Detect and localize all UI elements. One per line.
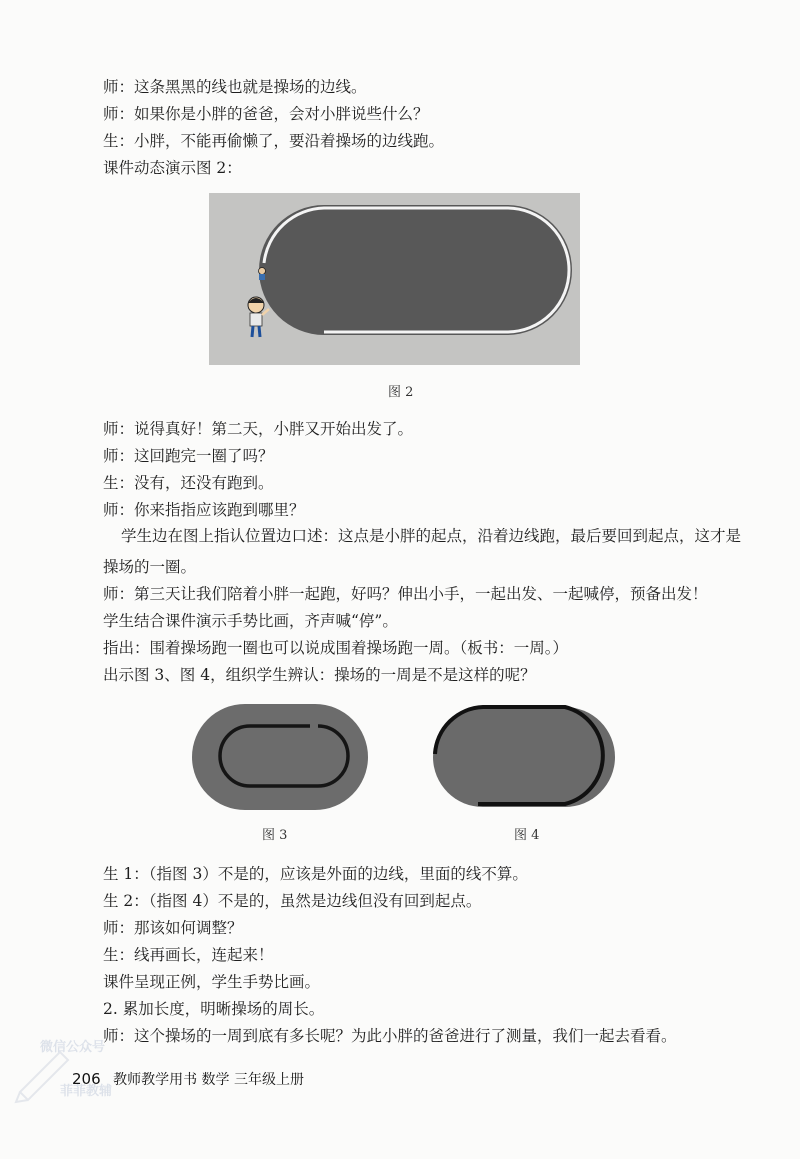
text-line: 师：这回跑完一圈了吗？ xyxy=(103,447,274,465)
text-line: 出示图 3、图 4，组织学生辨认：操场的一周是不是这样的呢？ xyxy=(103,666,536,684)
text-line: 师：这条黑黑的线也就是操场的边线。 xyxy=(103,78,367,96)
text-line: 生：小胖，不能再偷懒了，要沿着操场的边线跑。 xyxy=(103,132,445,150)
page-footer xyxy=(72,1069,304,1089)
text-line: 师：你来指指应该跑到哪里？ xyxy=(103,501,305,519)
boy-figure-icon xyxy=(248,297,269,337)
boy-small-icon xyxy=(259,268,266,281)
text-line: 师：第三天让我们陪着小胖一起跑，好吗？伸出小手，一起出发、一起喊停，预备出发！ xyxy=(103,585,708,603)
watermark-line-1: 微信公众号 xyxy=(40,1040,106,1055)
text-line: 生 2：（指图 4）不是的，虽然是边线但没有回到起点。 xyxy=(103,892,482,910)
figure-4-caption: 图 4 xyxy=(514,828,540,843)
track-field xyxy=(259,205,572,335)
watermark-line-2: 菲菲教辅 xyxy=(60,1084,113,1099)
text-line: 学生结合课件演示手势比画，齐声喊“停”。 xyxy=(103,612,398,630)
text-line: 师：如果你是小胖的爸爸，会对小胖说些什么？ xyxy=(103,105,429,123)
text-line: 师：说得真好！第二天，小胖又开始出发了。 xyxy=(103,420,414,438)
text-line: 2. 累加长度，明晰操场的周长。 xyxy=(103,1000,325,1018)
text-line: 生：线再画长，连起来！ xyxy=(103,946,274,964)
track-illustration xyxy=(209,193,580,365)
figure-4 xyxy=(430,702,620,812)
text-line: 生：没有，还没有跑到。 xyxy=(103,474,274,492)
text-line: 师：那该如何调整？ xyxy=(103,919,243,937)
figure-2 xyxy=(209,193,580,365)
text-line: 课件动态演示图 2： xyxy=(103,159,242,177)
text-line: 指出：围着操场跑一圈也可以说成围着操场跑一周。（板书：一周。） xyxy=(103,639,569,657)
paragraph: 学生边在图上指认位置边口述：这点是小胖的起点，沿着边线跑，最后要回到起点，这才是操场的一圈。 xyxy=(103,527,742,576)
text-line: 课件呈现正例，学生手势比画。 xyxy=(103,973,321,991)
figure-3-caption: 图 3 xyxy=(262,828,288,843)
text-line: 师：这个操场的一周到底有多长呢？为此小胖的爸爸进行了测量，我们一起去看看。 xyxy=(103,1027,677,1045)
page-number: 206 xyxy=(72,1070,101,1088)
book-title: 教师教学用书 数学 三年级上册 xyxy=(113,1072,304,1088)
figure-2-caption: 图 2 xyxy=(388,385,414,400)
figure-3 xyxy=(190,702,370,812)
text-line: 生 1：（指图 3）不是的，应该是外面的边线，里面的线不算。 xyxy=(103,865,528,883)
